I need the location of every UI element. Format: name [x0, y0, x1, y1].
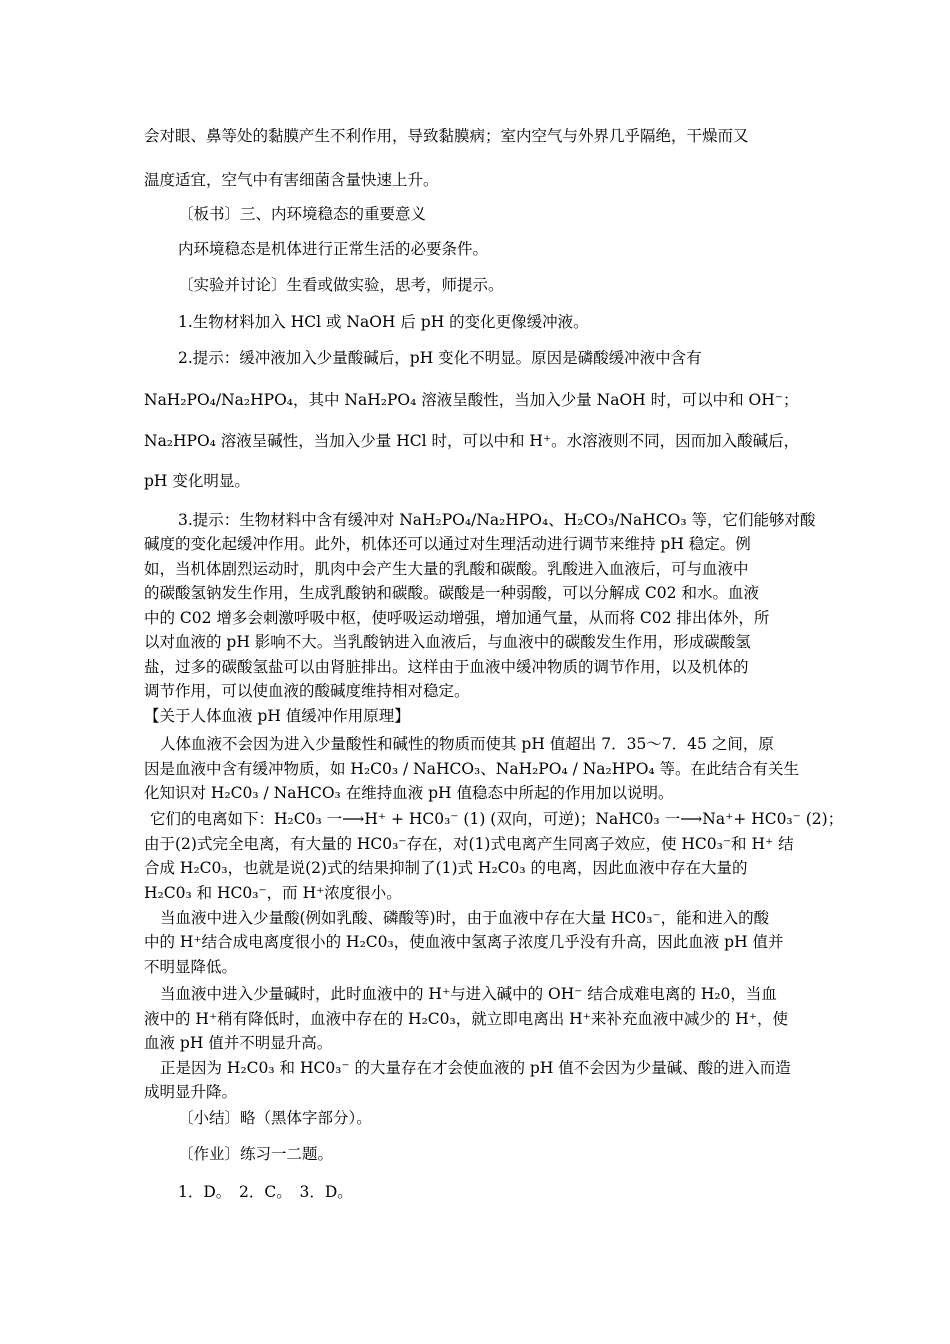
text-line: pH 变化明显。 [144, 472, 250, 490]
summary-line: 〔小结〕略（黑体字部分）。 [178, 1109, 372, 1127]
text-line: 3.提示：生物材料中含有缓冲对 NaH₂PO₄/Na₂HPO₄、H₂CO₃/NaHCO₃ 等，它们能够对酸 [178, 511, 816, 529]
text-line: 2.提示：缓冲液加入少量酸碱后，pH 变化不明显。原因是磷酸缓冲液中含有 [178, 349, 702, 367]
text-line: 它们的电离如下：H₂C0₃ 一⟶H⁺ + HC0₃⁻ (1) (双向，可逆)；NaHC0₃ 一⟶Na⁺+ HC0₃⁻ (2)； [150, 810, 844, 828]
text-line: 〔实验并讨论〕生看或做实验，思考，师提示。 [178, 276, 504, 294]
text-line: 盐，过多的碳酸氢盐可以由肾脏排出。这样由于血液中缓冲物质的调节作用，以及机体的 [144, 658, 749, 676]
text-line: 调节作用，可以使血液的酸碱度维持相对稳定。 [144, 682, 470, 700]
text-line: 因是血液中含有缓冲物质，如 H₂C0₃ / NaHCO₃、NaH₂PO₄ / Na₂HPO₄ 等。在此结合有关生 [144, 760, 800, 778]
text-line: 正是因为 H₂C0₃ 和 HC0₃⁻ 的大量存在才会使血液的 pH 值不会因为少量碱、酸的进入而造 [160, 1059, 791, 1077]
text-line: 血液 pH 值并不明显升高。 [144, 1034, 333, 1052]
text-line: H₂C0₃ 和 HC0₃⁻，而 H⁺浓度很小。 [144, 884, 402, 902]
text-line: 如，当机体剧烈运动时，肌肉中会产生大量的乳酸和碳酸。乳酸进入血液后，可与血液中 [144, 560, 749, 578]
text-line: 1.生物材料加入 HCl 或 NaOH 后 pH 的变化更像缓冲液。 [178, 313, 589, 331]
text-line: 成明显升降。 [144, 1083, 238, 1101]
text-line: NaH₂PO₄/Na₂HPO₄，其中 NaH₂PO₄ 溶液呈酸性，当加入少量 NaOH 时，可以中和 OH⁻； [144, 391, 799, 409]
text-line: 化知识对 H₂C0₃ / NaHCO₃ 在维持血液 pH 值稳态中所起的作用加以说明。 [144, 784, 674, 802]
text-line: 中的 C02 增多会刺激呼吸中枢，使呼吸运动增强，增加通气量，从而将 C02 排出体外，所 [144, 609, 770, 627]
text-line: 会对眼、鼻等处的黏膜产生不利作用，导致黏膜病；室内空气与外界几乎隔绝，干燥而又 [144, 127, 749, 145]
text-line: 当血液中进入少量酸(例如乳酸、磷酸等)时，由于血液中存在大量 HC0₃⁻，能和进入的酸 [160, 909, 770, 927]
text-line: 温度适宜，空气中有害细菌含量快速上升。 [144, 171, 439, 189]
text-line: 中的 H⁺结合成电离度很小的 H₂C0₃，使血液中氢离子浓度几乎没有升高，因此血液 pH 值并 [144, 933, 784, 951]
text-line: 以对血液的 pH 影响不大。当乳酸钠进入血液后，与血液中的碳酸发生作用，形成碳酸氢 [144, 633, 751, 651]
text-line: 液中的 H⁺稍有降低时，血液中存在的 H₂C0₃，就立即电离出 H⁺来补充血液中减少的 H⁺，使 [144, 1010, 788, 1028]
text-line: 由于(2)式完全电离，有大量的 HC0₃⁻存在，对(1)式电离产生同离子效应，使 HC0₃⁻和 H⁺ 结 [144, 835, 794, 853]
text-line: 合成 H₂C0₃，也就是说(2)式的结果抑制了(1)式 H₂C0₃ 的电离，因此血液中存在大量的 [144, 859, 748, 877]
section-heading: 〔板书〕三、内环境稳态的重要意义 [178, 205, 427, 223]
text-line: 的碳酸氢钠发生作用，生成乳酸钠和碳酸。碳酸是一种弱酸，可以分解成 C02 和水。血液 [144, 584, 759, 602]
text-line: 不明显降低。 [144, 958, 238, 976]
text-line: 当血液中进入少量碱时，此时血液中的 H⁺与进入碱中的 OH⁻ 结合成难电离的 H₂0，当血 [160, 985, 777, 1003]
answers-line: 1．D。 2．C。 3．D。 [178, 1183, 353, 1201]
text-line: 碱度的变化起缓冲作用。此外，机体还可以通过对生理活动进行调节来维持 pH 稳定。例 [144, 535, 751, 553]
text-line: 人体血液不会因为进入少量酸性和碱性的物质而使其 pH 值超出 7．35～7．45 之间，原 [160, 735, 774, 753]
text-line: 内环境稳态是机体进行正常生活的必要条件。 [178, 240, 489, 258]
section-heading: 【关于人体血液 pH 值缓冲作用原理】 [144, 707, 410, 725]
text-line: Na₂HPO₄ 溶液呈碱性，当加入少量 HCl 时，可以中和 H⁺。水溶液则不同，因而加入酸碱后， [144, 432, 800, 450]
homework-line: 〔作业〕练习一二题。 [178, 1145, 334, 1163]
